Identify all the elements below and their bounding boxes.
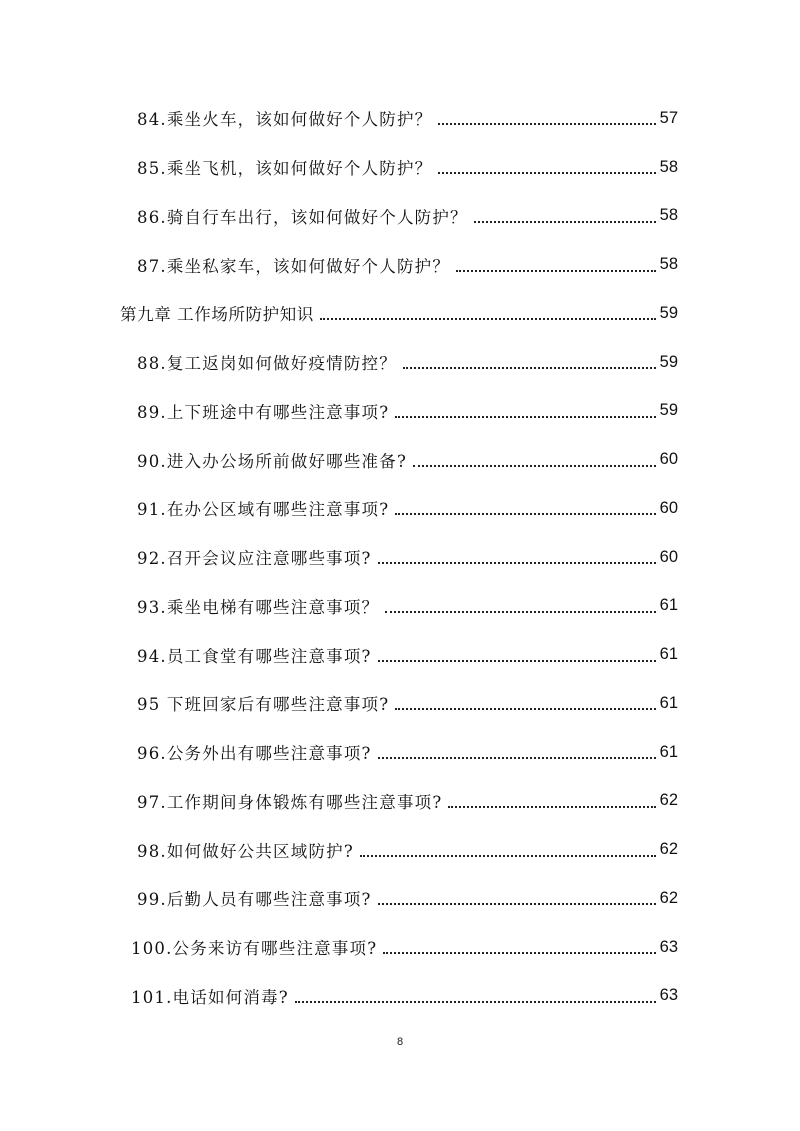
toc-entry[interactable] <box>0 338 800 387</box>
toc-entry-page: 61 <box>659 693 678 712</box>
toc-entry-page: 62 <box>659 888 678 907</box>
toc-entry-page: 61 <box>659 742 678 761</box>
toc-entry-page: 59 <box>659 401 678 420</box>
toc-entry-page: 59 <box>659 303 678 322</box>
toc-entry[interactable] <box>0 874 800 923</box>
toc-leader-dots <box>413 463 656 467</box>
toc-entry-title: 100.公务来访有哪些注意事项? <box>131 939 378 959</box>
toc-entry[interactable] <box>0 435 800 484</box>
toc-entry-page: 62 <box>659 840 678 859</box>
toc-entry[interactable] <box>0 143 800 192</box>
toc-entry[interactable] <box>0 972 800 1021</box>
toc-entry-title: 85.乘坐飞机，该如何做好个人防护？ <box>137 159 433 179</box>
toc-leader-dots <box>378 658 656 662</box>
toc-entry-page: 61 <box>659 596 678 615</box>
toc-leader-dots <box>474 219 656 223</box>
toc-entry[interactable] <box>0 387 800 436</box>
toc-leader-dots <box>438 170 655 174</box>
toc-leader-dots <box>320 316 656 320</box>
toc-entry-title: 89.上下班途中有哪些注意事项? <box>137 402 390 422</box>
toc-entry-page: 58 <box>659 206 678 225</box>
toc-leader-dots <box>360 853 656 857</box>
toc-leader-dots <box>378 901 656 905</box>
toc-leader-dots <box>395 414 655 418</box>
toc-entry-title: 95 下班回家后有哪些注意事项? <box>137 695 390 715</box>
toc-entry-page: 58 <box>659 157 678 176</box>
toc-entry-title: 88.复工返岗如何做好疫情防控？ <box>137 354 397 374</box>
toc-entry-title: 98.如何做好公共区域防护? <box>137 841 354 861</box>
toc-entry[interactable] <box>0 533 800 582</box>
toc-entry[interactable] <box>0 484 800 533</box>
toc-entry[interactable] <box>0 825 800 874</box>
toc-leader-dots <box>378 560 656 564</box>
toc-entry-title: 101.电话如何消毒? <box>131 987 289 1007</box>
toc-entry-page: 60 <box>659 547 678 566</box>
toc-entry[interactable] <box>0 582 800 631</box>
toc-leader-dots <box>395 706 655 710</box>
toc-entry[interactable] <box>0 923 800 972</box>
toc-entry[interactable] <box>0 240 800 289</box>
toc-entry[interactable] <box>0 192 800 241</box>
toc-entry-page: 63 <box>659 986 678 1005</box>
toc-entry[interactable] <box>0 728 800 777</box>
toc-entry-page: 60 <box>659 450 678 469</box>
toc-entry-page: 57 <box>659 108 678 127</box>
toc-leader-dots <box>456 268 656 272</box>
table-of-contents <box>0 94 800 1020</box>
toc-chapter-heading[interactable] <box>0 289 800 338</box>
toc-entry-title: 99.后勤人员有哪些注意事项? <box>137 890 372 910</box>
toc-entry-page: 62 <box>659 791 678 810</box>
page-number: 8 <box>396 1036 404 1048</box>
toc-chapter-title: 第九章 工作场所防护知识 <box>120 305 314 325</box>
toc-entry-title: 94.员工食堂有哪些注意事项? <box>137 646 372 666</box>
toc-entry-title: 97.工作期间身体锻炼有哪些注意事项? <box>137 792 443 812</box>
toc-entry-title: 90.进入办公场所前做好哪些准备? <box>137 451 407 471</box>
toc-entry-title: 86.骑自行车出行，该如何做好个人防护？ <box>137 207 468 227</box>
toc-entry-title: 92.召开会议应注意哪些事项? <box>137 549 372 569</box>
toc-entry[interactable] <box>0 630 800 679</box>
toc-leader-dots <box>383 950 655 954</box>
toc-entry-page: 60 <box>659 498 678 517</box>
toc-entry-title: 91.在办公区域有哪些注意事项? <box>137 500 390 520</box>
toc-entry[interactable] <box>0 777 800 826</box>
toc-leader-dots <box>295 999 656 1003</box>
toc-entry-page: 63 <box>659 937 678 956</box>
toc-leader-dots <box>395 511 655 515</box>
toc-leader-dots <box>378 755 656 759</box>
toc-entry-title: 87.乘坐私家车，该如何做好个人防护？ <box>137 256 451 276</box>
toc-leader-dots <box>438 121 655 125</box>
toc-entry[interactable] <box>0 679 800 728</box>
toc-entry-page: 61 <box>659 645 678 664</box>
toc-entry-page: 59 <box>659 352 678 371</box>
toc-entry[interactable] <box>0 94 800 143</box>
toc-leader-dots <box>448 804 655 808</box>
toc-entry-title: 93.乘坐电梯有哪些注意事项？ <box>137 597 380 617</box>
toc-entry-title: 84.乘坐火车，该如何做好个人防护？ <box>137 110 433 130</box>
toc-entry-title: 96.公务外出有哪些注意事项? <box>137 744 372 764</box>
toc-leader-dots <box>403 365 656 369</box>
toc-entry-page: 58 <box>659 255 678 274</box>
toc-leader-dots <box>385 609 655 613</box>
